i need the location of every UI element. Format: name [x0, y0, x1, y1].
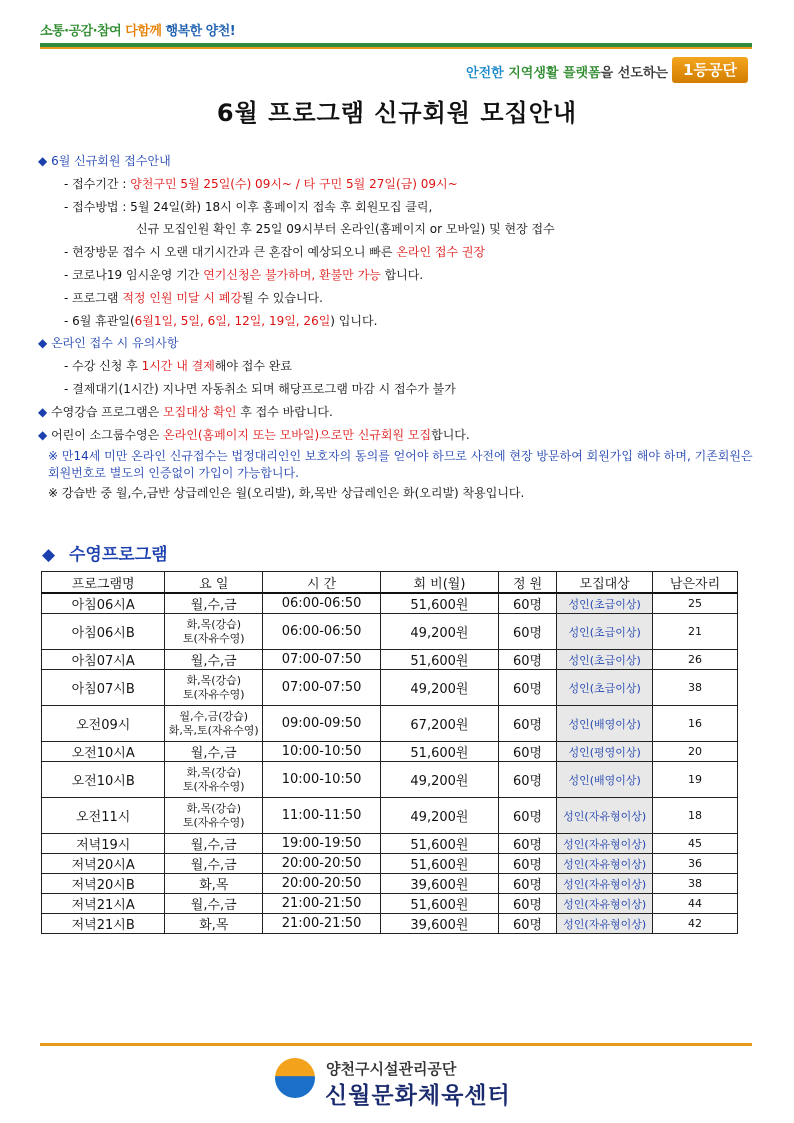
diamond-bullet-icon: ◆: [38, 404, 48, 419]
target-cell: 성인(자유형이상): [557, 894, 653, 914]
minor-notice: ※ 만14세 미만 온라인 신규접수는 법정대리인인 보호자의 동의를 얻어야 하므로 사전에 현장 방문하여 회원가입 해야 하며, 기존회원은 회원번호로 별도의 인증없이 가입이 가능합니다.: [48, 449, 753, 481]
payment-notice: [38, 355, 758, 378]
holiday-text: - 6월 휴관일(: [64, 313, 135, 328]
fee-cell: 49,200원: [380, 798, 498, 834]
capacity-cell: 60명: [498, 798, 556, 834]
registration-method-cont: 신규 모집인원 확인 후 25일 09시부터 온라인(홈페이지 or 모바일) 및 현장 접수: [136, 222, 555, 237]
time-cell: 06:00-06:50: [263, 593, 381, 614]
tagline-part-a: 안전한: [466, 66, 504, 81]
slogan-part-a: 소통·공감·참여: [40, 24, 122, 39]
covid-highlight: 연기신청은 불가하며, 환불만 가능: [203, 267, 381, 282]
diamond-bullet-icon: ◆: [38, 427, 48, 442]
closure-highlight: 적정 인원 미달 시 폐강: [122, 290, 242, 305]
payment-highlight: 1시간 내 결제: [141, 359, 215, 374]
target-cell: 성인(배영이상): [557, 762, 653, 798]
lane-notice: ※ 강습반 중 월,수,금반 상급레인은 월(오리발), 화,목반 상급레인은 화(오리발) 착용입니다.: [48, 486, 525, 501]
column-header: 남은자리: [653, 572, 738, 594]
visit-text: - 현장방문 접수 시 오랜 대기시간과 큰 혼잡이 예상되오니 빠른: [64, 245, 393, 260]
time-cell: 19:00-19:50: [263, 834, 381, 854]
fee-cell: 51,600원: [380, 854, 498, 874]
fee-cell: 49,200원: [380, 614, 498, 650]
fee-cell: 49,200원: [380, 762, 498, 798]
capacity-cell: 60명: [498, 914, 556, 934]
program-name-cell: 아침07시A: [42, 650, 165, 670]
table-row: [42, 798, 738, 834]
program-name-cell: 아침06시A: [42, 593, 165, 614]
diamond-bullet-icon: ◆: [38, 336, 48, 351]
notice-heading-online: [38, 332, 758, 355]
capacity-cell: 60명: [498, 650, 556, 670]
target-cell: 성인(자유형이상): [557, 914, 653, 934]
org-name: 양천구시설관리공단: [326, 1060, 457, 1078]
remaining-seats-cell: 16: [653, 706, 738, 742]
slogan-part-c: 행복한 양천!: [165, 24, 236, 39]
closure-text: - 프로그램: [64, 290, 119, 305]
time-cell: 07:00-07:50: [263, 650, 381, 670]
time-cell: 09:00-09:50: [263, 706, 381, 742]
column-header: 시 간: [263, 572, 381, 594]
remaining-seats-cell: 26: [653, 650, 738, 670]
covid-end: 합니다.: [384, 267, 424, 282]
diamond-bullet-icon: ◆: [38, 154, 48, 168]
table-row: [42, 670, 738, 706]
table-row: [42, 914, 738, 934]
time-cell: 21:00-21:50: [263, 914, 381, 934]
kids-text: 어린이 소그룹수영은: [51, 427, 160, 442]
notice-section: [38, 150, 758, 502]
remaining-seats-cell: 25: [653, 593, 738, 614]
covid-notice: [38, 264, 758, 287]
capacity-cell: 60명: [498, 614, 556, 650]
fee-cell: 51,600원: [380, 650, 498, 670]
holiday-notice: [38, 310, 758, 333]
first-class-badge: 1등공단: [672, 57, 748, 83]
remaining-seats-cell: 19: [653, 762, 738, 798]
target-cell: 성인(자유형이상): [557, 834, 653, 854]
fee-cell: 51,600원: [380, 834, 498, 854]
time-cell: 20:00-20:50: [263, 854, 381, 874]
tagline-part-c: 을 선도하는: [600, 66, 668, 81]
visit-notice: [38, 241, 758, 264]
swim-target-end: 후 접수 바랍니다.: [240, 404, 333, 419]
table-row: [42, 706, 738, 742]
time-cell: 21:00-21:50: [263, 894, 381, 914]
program-table: [41, 571, 738, 934]
swim-target-highlight: 모집대상 확인: [163, 404, 237, 419]
days-cell: 월,수,금: [165, 742, 263, 762]
fee-cell: 51,600원: [380, 742, 498, 762]
program-name-cell: 저녁20시A: [42, 854, 165, 874]
program-name-cell: 아침06시B: [42, 614, 165, 650]
center-logo-icon: [275, 1058, 315, 1098]
time-cell: 11:00-11:50: [263, 798, 381, 834]
table-row: [42, 650, 738, 670]
section-title: 6월 신규회원 접수안내: [51, 154, 171, 168]
target-cell: 성인(초급이상): [557, 670, 653, 706]
table-row: [42, 614, 738, 650]
column-header: 요 일: [165, 572, 263, 594]
closure-notice: [38, 287, 758, 310]
registration-period: [38, 173, 758, 196]
table-row: [42, 854, 738, 874]
registration-method: - 접수방법 : 5월 24일(화) 18시 이후 홈페이지 접속 후 회원모집 클릭,: [64, 199, 433, 214]
diamond-bullet-icon: ◆: [42, 545, 56, 565]
capacity-cell: 60명: [498, 874, 556, 894]
days-cell: 화,목(강습) 토(자유수영): [165, 798, 263, 834]
remaining-seats-cell: 42: [653, 914, 738, 934]
capacity-cell: 60명: [498, 894, 556, 914]
fee-cell: 51,600원: [380, 593, 498, 614]
page-title: 6월 프로그램 신규회원 모집안내: [216, 99, 578, 127]
footer-divider: [40, 1043, 752, 1046]
capacity-cell: 60명: [498, 593, 556, 614]
program-name-cell: 저녁21시A: [42, 894, 165, 914]
days-cell: 화,목(강습) 토(자유수영): [165, 762, 263, 798]
covid-text: - 코로나19 임시운영 기간: [64, 267, 200, 282]
kids-highlight: 온라인(홈페이지 또는 모바일)으로만 신규회원 모집: [163, 427, 432, 442]
column-header: 모집대상: [557, 572, 653, 594]
remaining-seats-cell: 44: [653, 894, 738, 914]
fee-cell: 49,200원: [380, 670, 498, 706]
payment-end: 해야 접수 완료: [214, 359, 292, 374]
closure-end: 될 수 있습니다.: [241, 290, 323, 305]
capacity-cell: 60명: [498, 670, 556, 706]
target-cell: 성인(자유형이상): [557, 854, 653, 874]
period-label: - 접수기간 :: [64, 176, 127, 191]
capacity-cell: 60명: [498, 834, 556, 854]
program-heading-text: 수영프로그램: [69, 545, 168, 565]
target-cell: 성인(초급이상): [557, 593, 653, 614]
program-name-cell: 저녁19시: [42, 834, 165, 854]
days-cell: 월,수,금: [165, 593, 263, 614]
time-cell: 10:00-10:50: [263, 742, 381, 762]
days-cell: 월,수,금(강습) 화,목,토(자유수영): [165, 706, 263, 742]
days-cell: 화,목(강습) 토(자유수영): [165, 670, 263, 706]
program-name-cell: 오전10시B: [42, 762, 165, 798]
capacity-cell: 60명: [498, 706, 556, 742]
column-header: 정 원: [498, 572, 556, 594]
table-row: [42, 593, 738, 614]
auto-cancel-notice: - 결제대기(1시간) 지나면 자동취소 되며 해당프로그램 마감 시 접수가 불가: [64, 381, 456, 396]
period-value: 양천구민 5월 25일(수) 09시~ / 타 구민 5월 27일(금) 09시~: [130, 176, 458, 191]
column-header: 회 비(월): [380, 572, 498, 594]
center-name: 신월문화체육센터: [325, 1083, 511, 1109]
slogan: [40, 20, 235, 39]
holiday-dates: 6월1일, 5일, 6일, 12일, 19일, 26일: [134, 313, 331, 328]
remaining-seats-cell: 36: [653, 854, 738, 874]
days-cell: 월,수,금: [165, 650, 263, 670]
header-divider-orange: [40, 47, 752, 49]
target-cell: 성인(평영이상): [557, 742, 653, 762]
table-header-row: [42, 572, 738, 594]
kids-end: 합니다.: [431, 427, 470, 442]
table-row: [42, 894, 738, 914]
program-name-cell: 오전09시: [42, 706, 165, 742]
remaining-seats-cell: 21: [653, 614, 738, 650]
program-heading: [42, 540, 168, 565]
fee-cell: 39,600원: [380, 874, 498, 894]
program-name-cell: 아침07시B: [42, 670, 165, 706]
table-row: [42, 742, 738, 762]
section-title: 온라인 접수 시 유의사항: [51, 336, 179, 351]
notice-heading-registration: [38, 150, 758, 173]
fee-cell: 51,600원: [380, 894, 498, 914]
tagline: [466, 62, 668, 81]
remaining-seats-cell: 45: [653, 834, 738, 854]
fee-cell: 67,200원: [380, 706, 498, 742]
program-name-cell: 오전11시: [42, 798, 165, 834]
days-cell: 화,목: [165, 914, 263, 934]
holiday-end: ) 입니다.: [330, 313, 378, 328]
target-cell: 성인(자유형이상): [557, 874, 653, 894]
table-row: [42, 874, 738, 894]
swim-target-notice: [38, 401, 758, 424]
kids-group-notice: [38, 424, 758, 447]
days-cell: 월,수,금: [165, 894, 263, 914]
days-cell: 월,수,금: [165, 834, 263, 854]
capacity-cell: 60명: [498, 854, 556, 874]
slogan-part-b: 다함께: [125, 24, 162, 39]
program-name-cell: 저녁21시B: [42, 914, 165, 934]
column-header: 프로그램명: [42, 572, 165, 594]
time-cell: 10:00-10:50: [263, 762, 381, 798]
table-row: [42, 834, 738, 854]
fee-cell: 39,600원: [380, 914, 498, 934]
program-name-cell: 저녁20시B: [42, 874, 165, 894]
capacity-cell: 60명: [498, 742, 556, 762]
days-cell: 화,목: [165, 874, 263, 894]
target-cell: 성인(초급이상): [557, 650, 653, 670]
time-cell: 20:00-20:50: [263, 874, 381, 894]
remaining-seats-cell: 38: [653, 670, 738, 706]
time-cell: 07:00-07:50: [263, 670, 381, 706]
time-cell: 06:00-06:50: [263, 614, 381, 650]
target-cell: 성인(배영이상): [557, 706, 653, 742]
target-cell: 성인(자유형이상): [557, 798, 653, 834]
days-cell: 월,수,금: [165, 854, 263, 874]
table-row: [42, 762, 738, 798]
program-name-cell: 오전10시A: [42, 742, 165, 762]
visit-highlight: 온라인 접수 권장: [396, 245, 486, 260]
target-cell: 성인(초급이상): [557, 614, 653, 650]
swim-target-text: 수영강습 프로그램은: [51, 404, 160, 419]
days-cell: 화,목(강습) 토(자유수영): [165, 614, 263, 650]
remaining-seats-cell: 38: [653, 874, 738, 894]
table-body: [42, 593, 738, 934]
payment-text: - 수강 신청 후: [64, 359, 138, 374]
remaining-seats-cell: 20: [653, 742, 738, 762]
tagline-part-b: 지역생활 플랫폼: [508, 66, 601, 81]
capacity-cell: 60명: [498, 762, 556, 798]
remaining-seats-cell: 18: [653, 798, 738, 834]
